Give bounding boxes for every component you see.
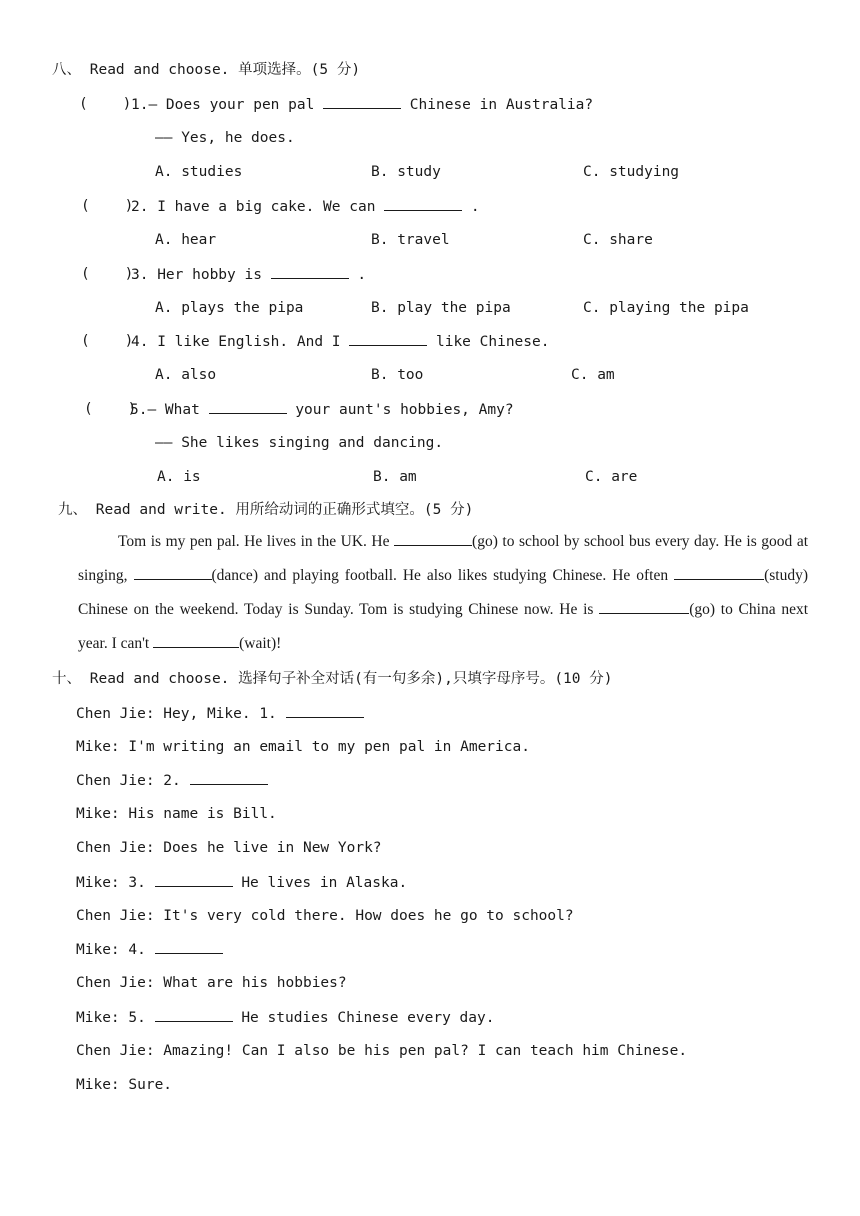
cloze-paragraph [78,525,808,661]
question-5-suffix: your aunt's hobbies, Amy? [295,402,514,418]
paragraph-text: to China next year. I can't [78,601,809,652]
dialogue-line: Mike: Sure. [76,1077,173,1093]
verb-hint: (study) [764,567,809,584]
answer-paren-q4[interactable]: ( ) [81,333,134,349]
question-5-reply: —— She likes singing and dancing. [155,435,444,451]
dialogue-line: Chen Jie: Does he live in New York? [76,840,382,856]
option-b: B. travel [371,232,450,248]
verb-blank-5[interactable] [153,631,239,648]
question-2-prefix: 2. I have a big cake. We can [131,199,376,215]
answer-paren-q2[interactable]: ( ) [81,198,134,214]
dialogue-line: Chen Jie: Amazing! Can I also be his pen pal? I can teach him Chinese. [76,1043,688,1059]
verb-blank-3[interactable] [674,563,764,580]
question-5 [130,399,514,420]
question-4-suffix: like Chinese. [435,334,550,350]
paragraph-text: to school by school bus every day. He is good at singing, [78,533,809,584]
paragraph-text: Chinese on the weekend. Today is Sunday. Tom is studying Chinese now. He is [78,601,594,618]
verb-hint: (go) [689,601,716,618]
option-a: A. is [157,469,201,485]
option-b: B. study [371,164,441,180]
question-3 [131,264,366,285]
dialogue-blank-3[interactable] [155,872,233,887]
dialogue-line [76,939,223,960]
question-3-prefix: 3. Her hobby is [131,267,262,283]
answer-blank-q5[interactable] [209,399,287,414]
dialogue-blank-1[interactable] [286,703,364,718]
dialogue-line [76,703,364,724]
section-10-heading: 十、 Read and choose. 选择句子补全对话(有一句多余),只填字母序号。(10 分) [52,671,613,687]
dialogue-text: He studies Chinese every day. [241,1010,495,1026]
question-3-suffix: . [357,267,367,283]
answer-paren-q1[interactable]: ( ) [79,96,132,112]
option-b: B. too [371,367,424,383]
option-a: A. plays the pipa [155,300,304,316]
option-c: C. am [571,367,615,383]
dialogue-text: Chen Jie: 2. [76,773,181,789]
option-c: C. playing the pipa [583,300,749,316]
option-a: A. also [155,367,217,383]
option-c: C. are [585,469,638,485]
question-2 [131,196,480,217]
answer-paren-q5[interactable]: ( ) [84,401,137,417]
verb-hint: (go) [472,533,498,550]
answer-paren-q3[interactable]: ( ) [81,266,134,282]
question-1-suffix: Chinese in Australia? [409,97,594,113]
dialogue-blank-4[interactable] [155,939,223,954]
verb-blank-1[interactable] [394,529,472,546]
option-a: A. studies [155,164,243,180]
question-1-prefix: 1.— Does your pen pal [131,97,315,113]
dialogue-line: Chen Jie: It's very cold there. How does he go to school? [76,908,574,924]
dialogue-text: Mike: 5. [76,1010,146,1026]
verb-blank-2[interactable] [134,563,212,580]
answer-blank-q2[interactable] [384,196,462,211]
paragraph-text: and playing football. He also likes studying Chinese. He often [263,567,669,584]
option-a: A. hear [155,232,217,248]
dialogue-text: Mike: 3. [76,875,146,891]
dialogue-line [76,872,407,893]
dialogue-text: Chen Jie: Hey, Mike. 1. [76,706,277,722]
option-b: B. play the pipa [371,300,511,316]
question-1-reply: —— Yes, he does. [155,130,295,146]
answer-blank-q3[interactable] [271,264,349,279]
verb-blank-4[interactable] [599,597,689,614]
option-c: C. studying [583,164,680,180]
answer-blank-q4[interactable] [349,331,427,346]
verb-hint: (dance) [211,567,258,584]
section-9-heading: 九、 Read and write. 用所给动词的正确形式填空。(5 分) [58,502,474,518]
question-2-suffix: . [470,199,480,215]
dialogue-blank-2[interactable] [190,770,268,785]
dialogue-line [76,1007,494,1028]
question-4-prefix: 4. I like English. And I [131,334,341,350]
option-c: C. share [583,232,653,248]
dialogue-line: Mike: His name is Bill. [76,806,277,822]
dialogue-line: Chen Jie: What are his hobbies? [76,975,347,991]
dialogue-line: Mike: I'm writing an email to my pen pal in America. [76,739,530,755]
section-8-heading: 八、 Read and choose. 单项选择。(5 分) [52,62,361,78]
paragraph-text: Tom is my pen pal. He lives in the UK. He [118,533,390,550]
question-1 [131,94,593,115]
dialogue-text: He lives in Alaska. [241,875,408,891]
dialogue-line [76,770,268,791]
question-4 [131,331,549,352]
option-b: B. am [373,469,417,485]
dialogue-blank-5[interactable] [155,1007,233,1022]
verb-hint: (wait)! [239,635,282,652]
question-5-prefix: 5.— What [130,402,200,418]
answer-blank-q1[interactable] [323,94,401,109]
dialogue-text: Mike: 4. [76,942,146,958]
